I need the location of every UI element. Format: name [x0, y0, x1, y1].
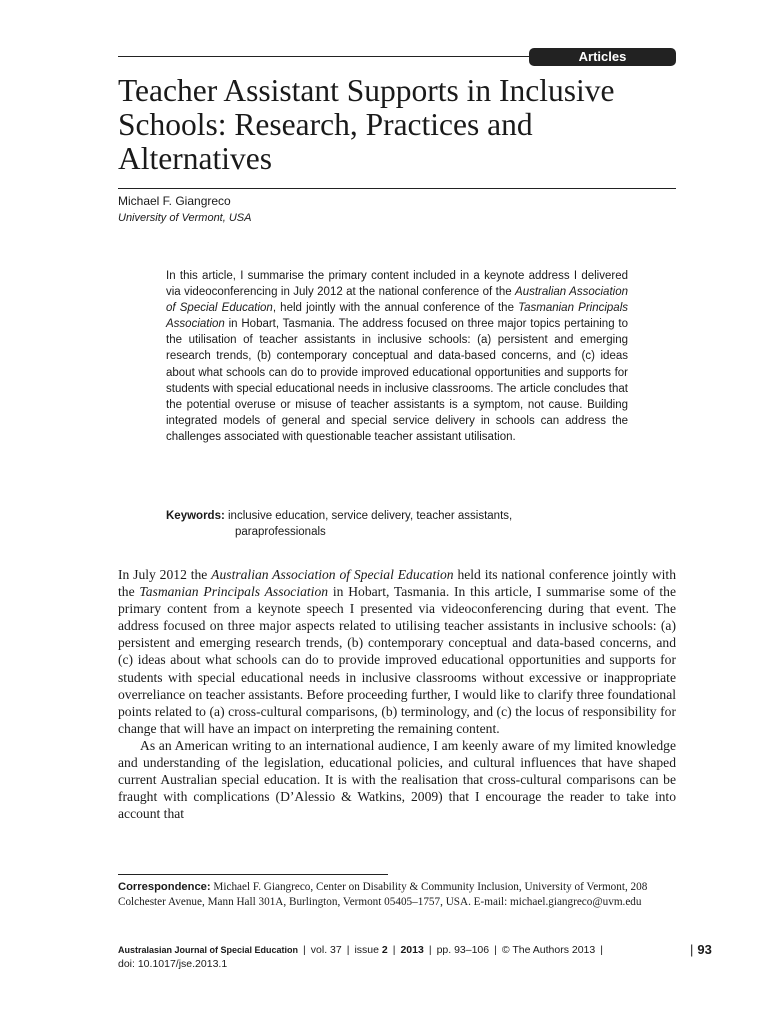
copyright: © The Authors 2013: [501, 944, 596, 956]
footnote-rule: [118, 874, 388, 875]
body-text-run: held its national conference jointly with the: [118, 567, 676, 600]
journal-citation: Australasian Journal of Special Education | vol. 37 | issue 2 | 2013 | pp. 93–106 | © The Authors 2013 |: [118, 944, 603, 956]
abstract-text: in Hobart, Tasmania. The address focused on three major topics pertaining to the utilisation of teacher assistants in inclusive schools: (a) persistent and emerging research trends, (b) contemporary conceptual and data-based concerns, and (c) ideas about what schools can do to provide improved educational opportunities and supports for students with special educational needs in inclusive classrooms. The article concludes that the potential overuse or misuse of teacher assistants is a symptom, not cause. Building integrated models of general and special service delivery in schools can address the challenges associated with questionable teacher assistant utilisation.: [166, 318, 628, 443]
abstract-text: , held jointly with the annual conference of the: [272, 302, 519, 315]
article-title: Teacher Assistant Supports in Inclusive Schools: Research, Practices and Alternatives: [118, 73, 615, 176]
body-org-name: Tasmanian Principals Association: [139, 584, 329, 600]
journal-volume: vol. 37: [310, 944, 342, 956]
body-text: [118, 566, 676, 822]
keywords: [166, 508, 628, 540]
body-text-run: In July 2012 the: [118, 567, 212, 582]
correspondence: [118, 880, 676, 910]
abstract-text: In this article, I summarise the primary content included in a keynote address I delivered via videoconferencing in July 2012 at the national conference of the: [166, 270, 628, 299]
page-number-value: 93: [697, 942, 712, 957]
journal-year: 2013: [400, 944, 424, 956]
doi: doi: 10.1017/jse.2013.1: [118, 958, 228, 970]
abstract-org-name: Tasmanian Principals Association: [166, 302, 628, 331]
journal-name: Australasian Journal of Special Education: [118, 945, 299, 955]
page-number: | 93: [690, 942, 712, 957]
body-paragraph: As an American writing to an international audience, I am keenly aware of my limited knowledge and understanding of the legislation, educational policies, and cultural influences that have shaped current Australian special education. It is with the realisation that cross-cultural comparisons can be fraught with complications (D’Alessio & Watkins, 2009) that I encourage the reader to take into account that: [118, 737, 676, 822]
keywords-list: inclusive education, service delivery, teacher assistants,: [224, 510, 513, 522]
body-paragraph: [118, 566, 676, 737]
abstract-org-name: Australian Association of Special Education: [166, 286, 628, 315]
author-name: Michael F. Giangreco: [118, 194, 231, 208]
journal-issue-label: issue: [354, 944, 379, 956]
body-org-name: Australian Association of Special Education: [211, 567, 454, 582]
keywords-label: Keywords:: [166, 510, 225, 522]
journal-pages: pp. 93–106: [436, 944, 490, 956]
body-text-run: in Hobart, Tasmania. In this article, I summarise some of the primary content from a keynote speech I presented via videoconferencing during that event. The address focused on three major aspects related to utilising teacher assistants in inclusive schools: (a) persistent and emerging research trends, (b) contemporary conceptual and data-based concerns, and (c) ideas about what schools can do to provide improved educational opportunities and supports for students with special educational needs in inclusive classrooms without excessive or inappropriate overreliance on teacher assistants. Before proceeding further, I would like to clarify three foundational points related to (a) cross-cultural comparisons, (b) terminology, and (c) the locus of responsibility for change that will have an impact on interpreting the remaining content.: [118, 584, 677, 736]
author-affiliation: University of Vermont, USA: [118, 212, 252, 224]
correspondence-text: Michael F. Giangreco, Center on Disability & Community Inclusion, University of Vermont, 208 Colchester Avenue, Mann Hall 301A, Burlington, Vermont 05405–1757, USA. E-mail: michael.giangreco@uvm.edu: [118, 881, 648, 908]
correspondence-label: Correspondence:: [118, 881, 211, 893]
keywords-list-cont: paraprofessionals: [235, 526, 326, 538]
title-rule: [118, 188, 676, 189]
abstract: [166, 268, 628, 445]
journal-issue: 2: [381, 944, 388, 956]
section-tag: Articles: [529, 48, 676, 66]
